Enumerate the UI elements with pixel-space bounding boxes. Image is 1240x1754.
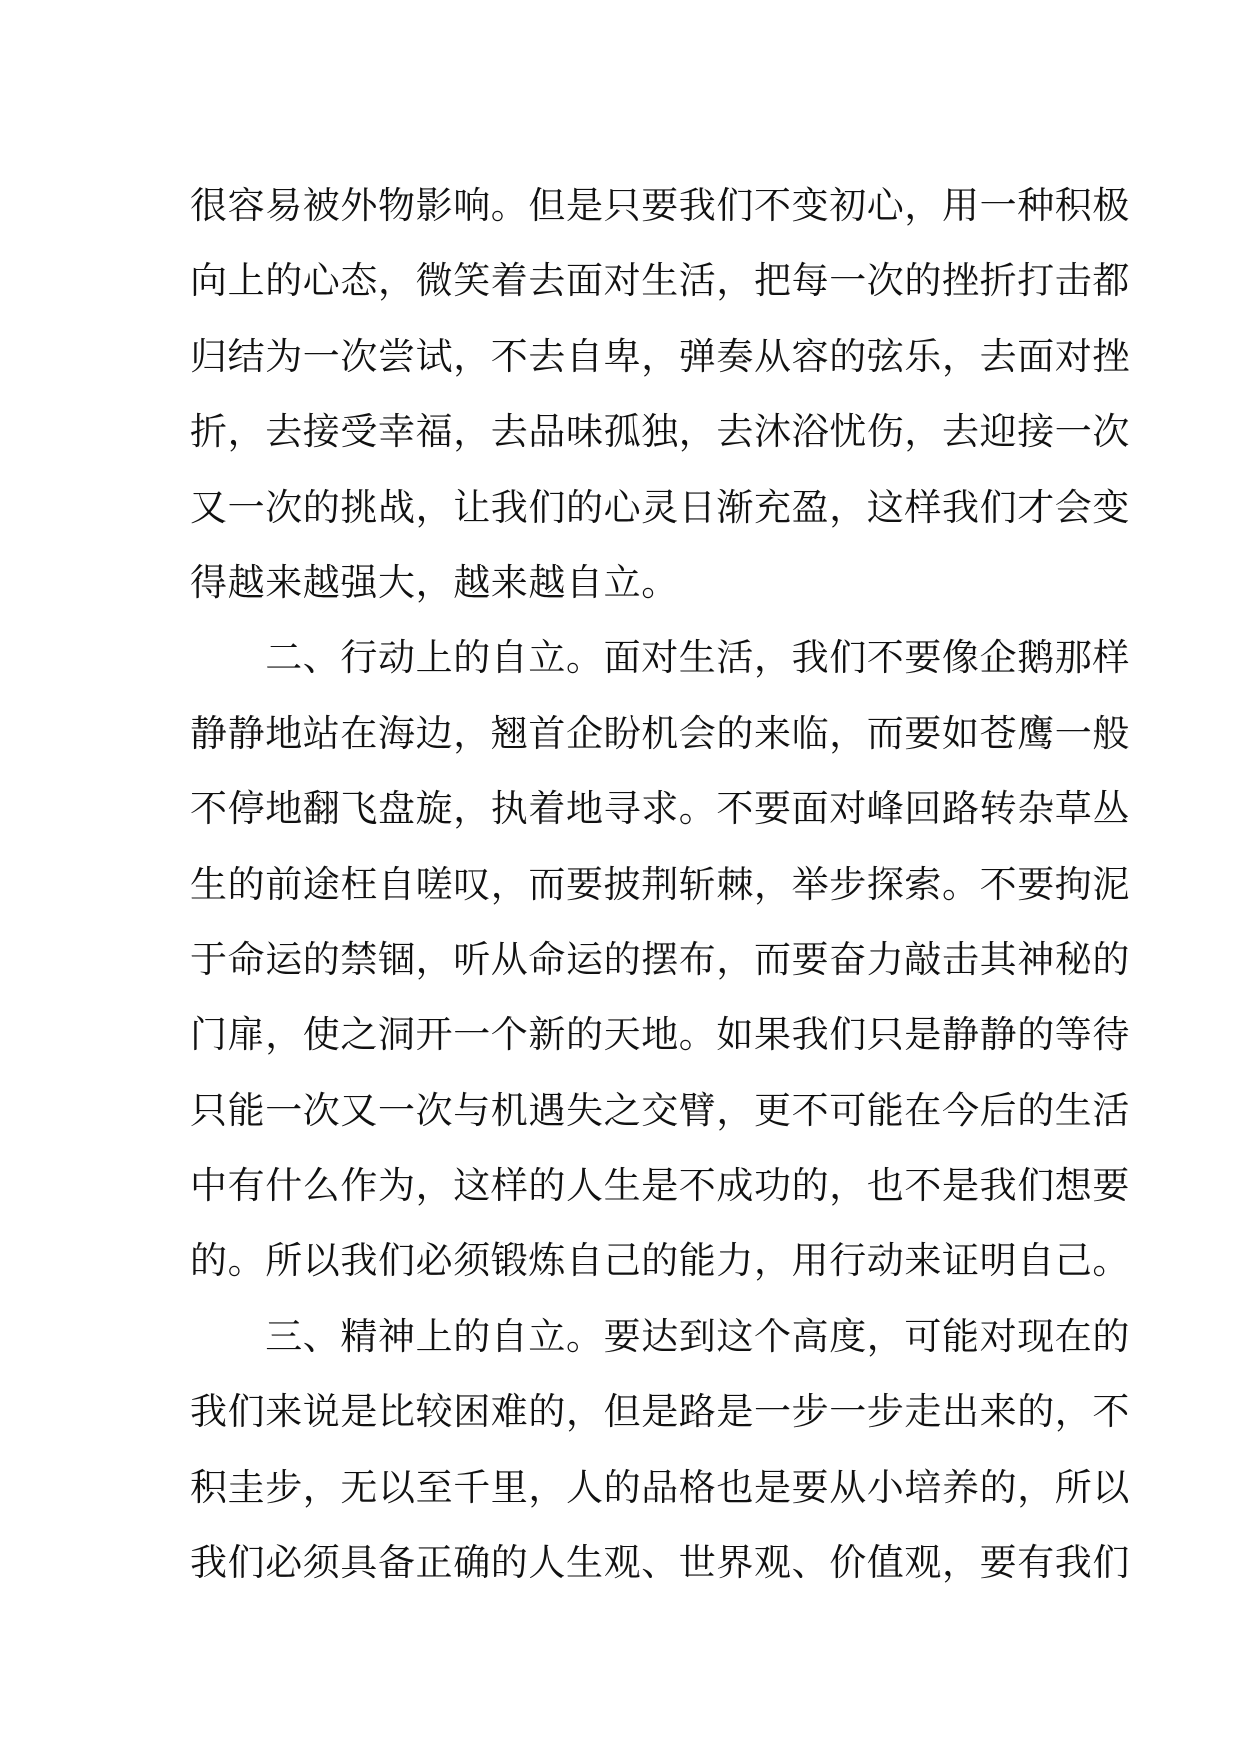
text-line: 只能一次又一次与机遇失之交臂，更不可能在今后的生活 xyxy=(190,1088,1130,1132)
text-line: 门扉，使之洞开一个新的天地。如果我们只是静静的等待 xyxy=(190,1013,1130,1057)
text-line: 我们必须具备正确的人生观、世界观、价值观，要有我们 xyxy=(190,1541,1130,1585)
text-line: 生的前途枉自嗟叹，而要披荆斩棘，举步探索。不要拘泥 xyxy=(190,862,1130,906)
text-line: 很容易被外物影响。但是只要我们不变初心，用一种积极 xyxy=(190,184,1130,227)
text-line: 得越来越强大，越来越自立。 xyxy=(190,560,679,604)
text-line: 的。所以我们必须锻炼自己的能力，用行动来证明自己。 xyxy=(190,1239,1130,1283)
text-line: 于命运的禁锢，听从命运的摆布，而要奋力敲击其神秘的 xyxy=(190,937,1130,981)
paragraph-start-line: 三、精神上的自立。要达到这个高度，可能对现在的 xyxy=(190,1314,1130,1358)
text-line: 我们来说是比较困难的，但是路是一步一步走出来的，不 xyxy=(190,1390,1130,1434)
text-line: 静静地站在海边，翘首企盼机会的来临，而要如苍鹰一般 xyxy=(190,711,1130,755)
text-line: 不停地翻飞盘旋，执着地寻求。不要面对峰回路转杂草丛 xyxy=(190,787,1130,831)
text-line: 中有什么作为，这样的人生是不成功的，也不是我们想要 xyxy=(190,1164,1130,1208)
text-line: 积圭步，无以至千里，人的品格也是要从小培养的，所以 xyxy=(190,1465,1130,1509)
text-line: 折，去接受幸福，去品味孤独，去沐浴忧伤，去迎接一次 xyxy=(190,410,1130,454)
text-line: 又一次的挑战，让我们的心灵日渐充盈，这样我们才会变 xyxy=(190,485,1130,529)
text-line: 向上的心态，微笑着去面对生活，把每一次的挫折打击都 xyxy=(190,259,1130,303)
text-line: 归结为一次尝试，不去自卑，弹奏从容的弦乐，去面对挫 xyxy=(190,334,1130,378)
paragraph-start-line: 二、行动上的自立。面对生活，我们不要像企鹅那样 xyxy=(190,636,1130,680)
body-text xyxy=(190,168,1130,1600)
